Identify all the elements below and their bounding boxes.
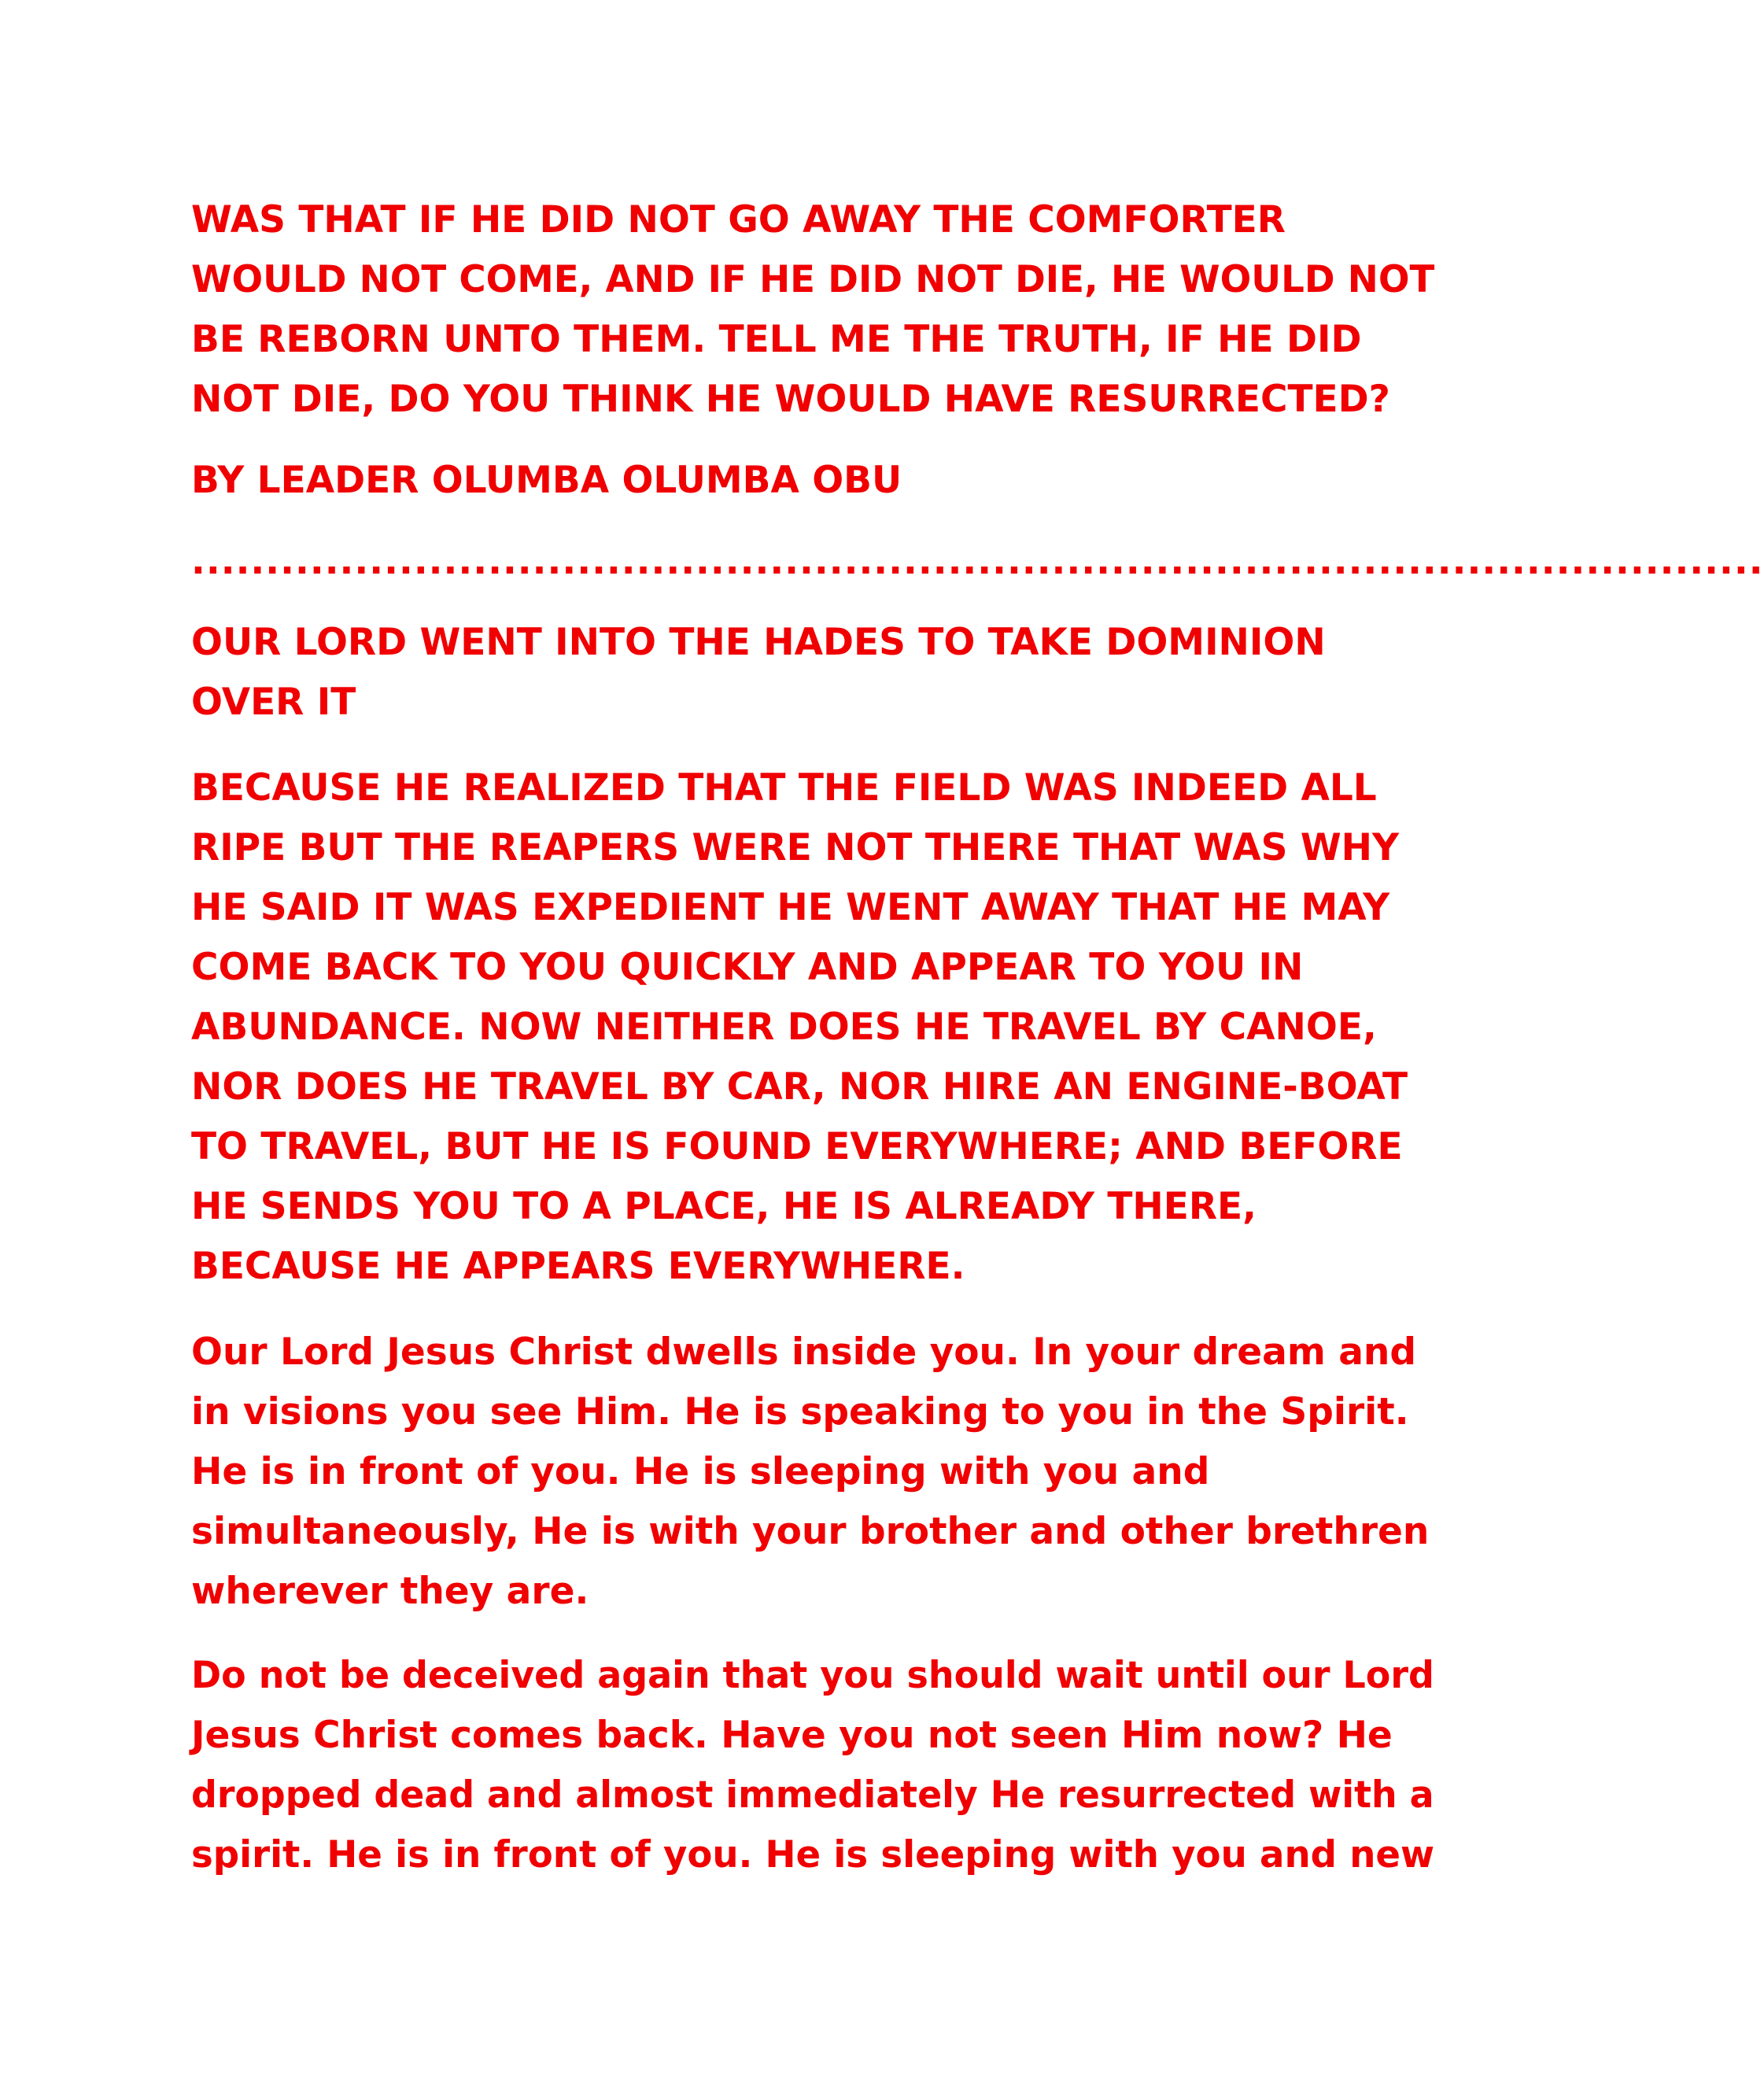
text-line: BE REBORN UNTO THEM. TELL ME THE TRUTH, IF HE DID (191, 318, 1362, 361)
text-line: HE SENDS YOU TO A PLACE, HE IS ALREADY THERE, (191, 1185, 1257, 1228)
text-line: wherever they are. (191, 1570, 589, 1613)
text-line: spirit. He is in front of you. He is sleeping with you and new (191, 1833, 1435, 1876)
text-line: Do not be deceived again that you should wait until our Lord (191, 1654, 1434, 1697)
byline-text: BY LEADER OLUMBA OLUMBA OBU (191, 459, 902, 502)
text-line: BECAUSE HE APPEARS EVERYWHERE. (191, 1245, 965, 1288)
text-line: ABUNDANCE. NOW NEITHER DOES HE TRAVEL BY CANOE, (191, 1006, 1377, 1049)
text-line: WAS THAT IF HE DID NOT GO AWAY THE COMFORTER (191, 198, 1286, 242)
byline (191, 451, 1434, 511)
heading-line: OUR LORD WENT INTO THE HADES TO TAKE DOMINION (191, 621, 1326, 664)
separator (191, 532, 1764, 592)
spacer (191, 1297, 1434, 1323)
text-line: Jesus Christ comes back. Have you not seen Him now? He (191, 1714, 1393, 1757)
intro-paragraph (191, 190, 1434, 430)
text-line: COME BACK TO YOU QUICKLY AND APPEAR TO YOU IN (191, 946, 1304, 989)
text-line: HE SAID IT WAS EXPEDIENT HE WENT AWAY THAT HE MAY (191, 886, 1390, 929)
spacer (191, 733, 1434, 758)
text-line: simultaneously, He is with your brother and other brethren (191, 1510, 1430, 1553)
text-line: Our Lord Jesus Christ dwells inside you. In your dream and (191, 1330, 1417, 1374)
spacer (191, 511, 1434, 532)
heading-line: OVER IT (191, 681, 356, 724)
text-line: He is in front of you. He is sleeping with you and (191, 1450, 1210, 1493)
spacer (191, 430, 1434, 451)
text-line: WOULD NOT COME, AND IF HE DID NOT DIE, HE WOULD NOT (191, 258, 1435, 301)
paragraph-1 (191, 758, 1434, 1297)
text-line: NOT DIE, DO YOU THINK HE WOULD HAVE RESURRECTED? (191, 378, 1390, 421)
text-line: BECAUSE HE REALIZED THAT THE FIELD WAS INDEED ALL (191, 766, 1377, 810)
text-line: TO TRAVEL, BUT HE IS FOUND EVERYWHERE; AND BEFORE (191, 1125, 1403, 1168)
text-line: RIPE BUT THE REAPERS WERE NOT THERE THAT WAS WHY (191, 826, 1400, 869)
document-body (191, 190, 1764, 1885)
spacer (191, 592, 1434, 613)
paragraph-3 (191, 1646, 1434, 1885)
spacer (191, 1622, 1434, 1646)
text-line: NOR DOES HE TRAVEL BY CAR, NOR HIRE AN ENGINE-BOAT (191, 1065, 1408, 1109)
paragraph-2 (191, 1323, 1434, 1622)
text-line: in visions you see Him. He is speaking to you in the Spirit. (191, 1390, 1409, 1434)
text-line: dropped dead and almost immediately He resurrected with a (191, 1773, 1434, 1817)
dotted-separator: .......................................................................................................... (191, 540, 1764, 583)
section-heading (191, 613, 1434, 733)
